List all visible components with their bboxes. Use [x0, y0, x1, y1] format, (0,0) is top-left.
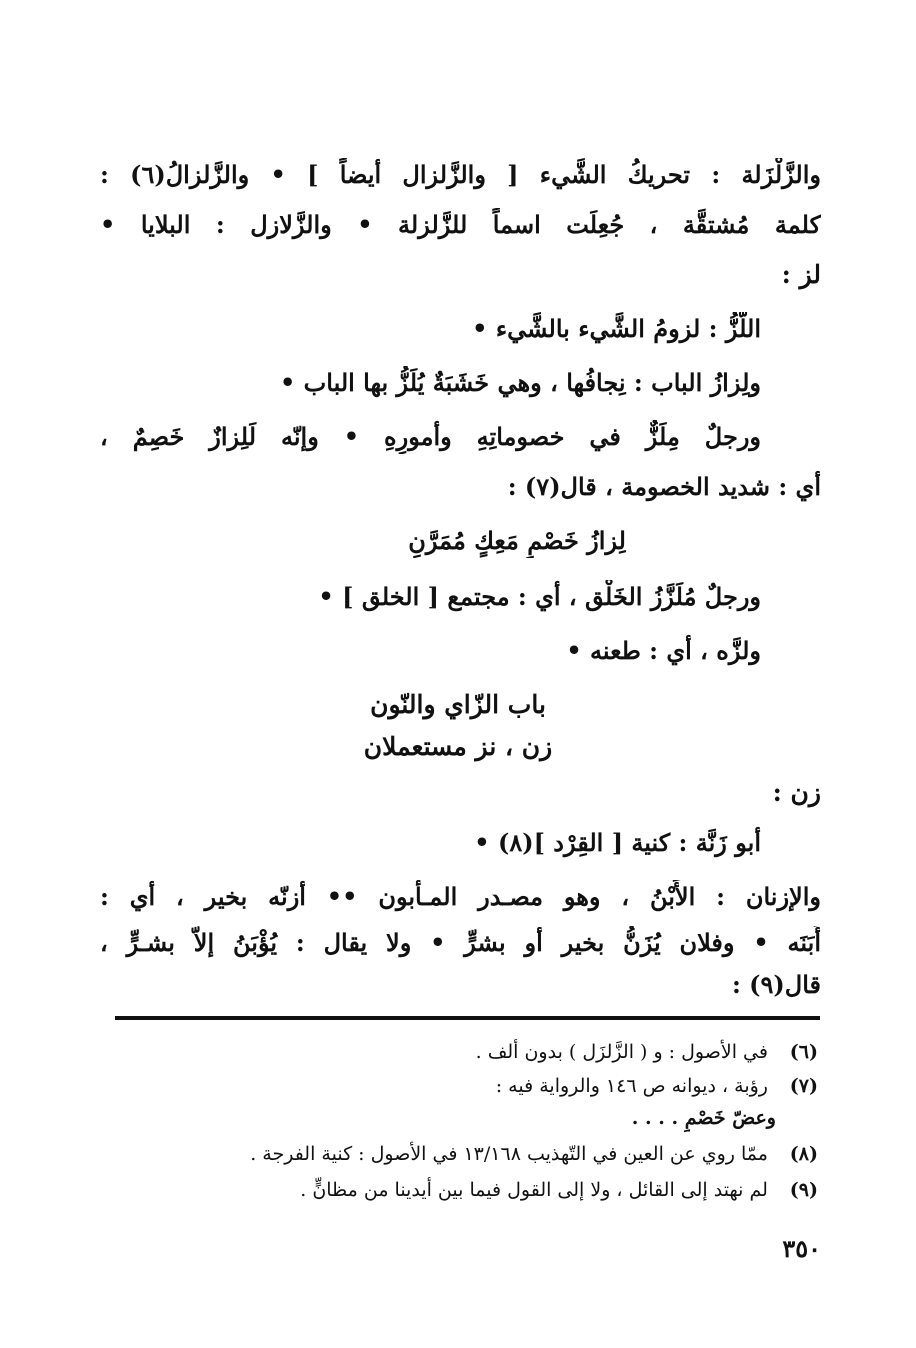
body-line-2: كلمة مُشتقَّة ، جُعِلَت اسماً للزَّلزلة • والزَّلازل : البلايا •	[100, 210, 821, 239]
body-line-9: أبو زَنَّة : كنية [ القِرْد ](٨) •	[474, 828, 761, 857]
body-line-3: اللَّزُّ : لزومُ الشَّيء بالشَّيء •	[472, 314, 761, 343]
footnote-8	[120, 1140, 818, 1168]
body-line-5: ورجلٌ مِلَزٌّ في خصوماتِهِ وأمورِهِ • وإنّه لَلِزازٌ خَصِمٌ ،	[100, 422, 761, 451]
body-line-4: ولِزازُ الباب : نِجافُها ، وهي خَشَبَةٌ يُلَزُّ بها الباب •	[279, 368, 761, 397]
footnote-number: (٨)	[789, 1143, 818, 1165]
verse-line-1: لِزازُ خَصْمٍ مَعِكٍ مُمَرَّنِ	[408, 526, 626, 555]
body-line-6: أي : شديد الخصومة ، قال(٧) :	[507, 472, 821, 501]
footnote-text: ممّا روي عن العين في التّهذيب ١٣/١٦٨ في الأصول : كنية الفرجة .	[250, 1143, 768, 1165]
footnote-text: رؤبة ، ديوانه ص ١٤٦ والرواية فيه :	[495, 1075, 768, 1097]
footnote-7	[120, 1072, 818, 1100]
footnote-number: (٧)	[789, 1075, 818, 1097]
footnote-divider	[115, 1016, 820, 1020]
section-subtitle: زن ، نز مستعملان	[363, 732, 553, 761]
body-line-11: أَبَنَه • وفلان يُزَنُّ بخير أو بشرٍّ • ولا يقال : يُؤْبَنُ إلاّ بشـرٍّ ،	[100, 928, 821, 957]
body-line-12: قال(٩) :	[731, 970, 821, 999]
body-line-1: والزَّلْزَلة : تحريكُ الشَّيء [ والزَّلزال أيضاً ] • والزَّلزالُ(٦) :	[100, 160, 821, 189]
footnote-text: لم نهتد إلى القائل ، ولا إلى القول فيما بين أيدينا من مظانٍّ .	[300, 1179, 768, 1201]
footnote-9	[120, 1176, 818, 1204]
entry-heading-zn: زن :	[772, 778, 821, 807]
footnote-6	[120, 1038, 818, 1066]
entry-heading-lz: لز :	[781, 260, 821, 289]
footnote-7-verse: وعضّ خَصْمٍ . . . .	[631, 1107, 776, 1129]
body-line-7: ورجلٌ مُلَزَّزُ الخَلْق ، أي : مجتمع [ الخلق ] •	[318, 582, 761, 611]
footnote-text: في الأصول : و ( الزَّلزَل ) بدون ألف .	[475, 1041, 768, 1063]
footnote-number: (٦)	[789, 1041, 818, 1063]
body-line-10: والإزنان : الأَبْنُ ، وهو مصـدر المـأبون •• أزنّه بخير ، أي :	[100, 882, 821, 911]
section-title: باب الزّاي والنّون	[370, 690, 546, 719]
page-number: ٣٥٠	[782, 1234, 821, 1263]
footnote-number: (٩)	[789, 1179, 818, 1201]
body-line-8: ولزَّه ، أي : طعنه •	[566, 636, 761, 665]
